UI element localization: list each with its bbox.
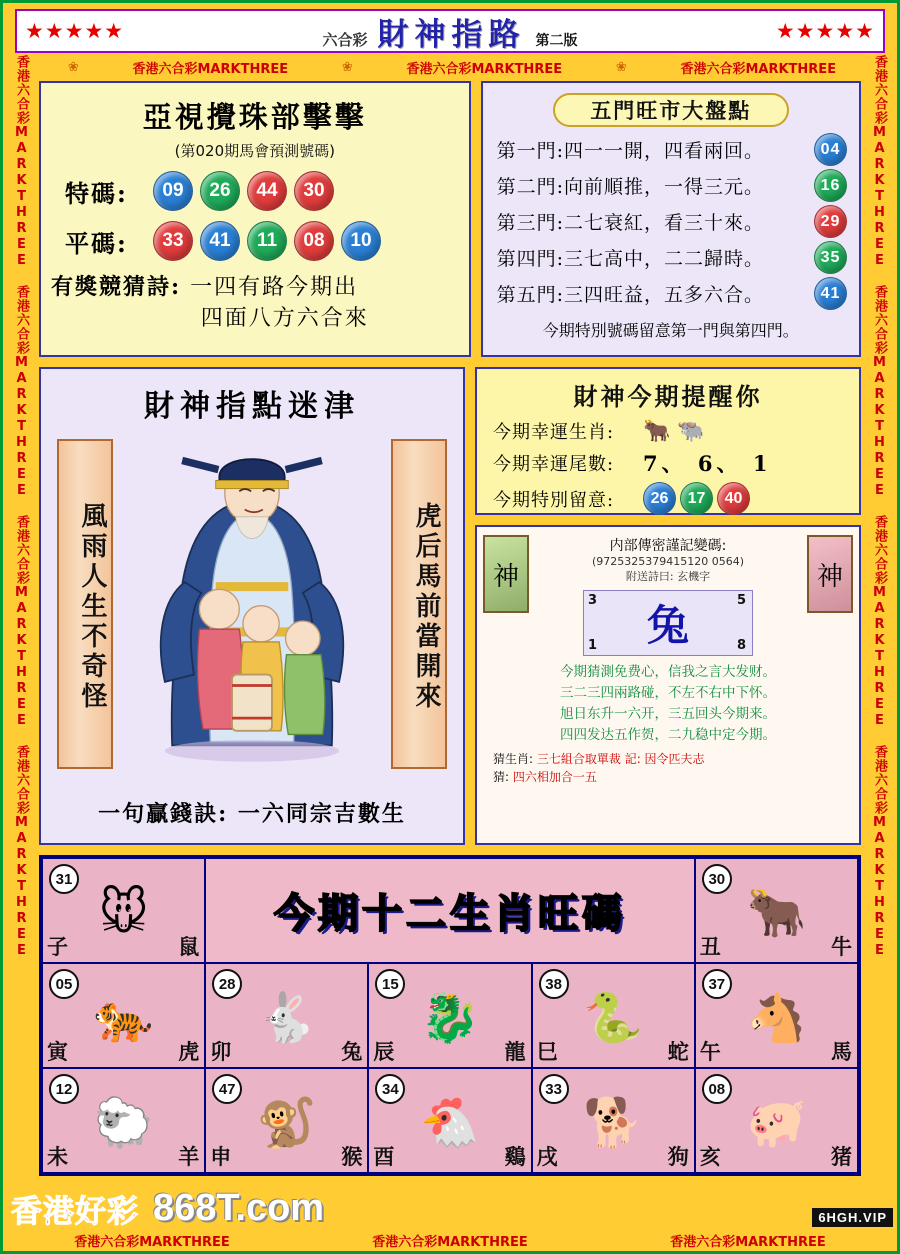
reminder-panel (475, 367, 861, 515)
zodiac-number: 31 (49, 864, 79, 894)
site-badge: 6HGH.VIP (812, 1208, 893, 1227)
zodiac-animal: 虎 (178, 1039, 200, 1064)
zodiac-animal: 狗 (667, 1144, 689, 1169)
right-column (475, 357, 861, 845)
flower-icon: ❀ (615, 59, 627, 75)
forecast-poem (51, 270, 459, 332)
gate-ball: 16 (814, 169, 847, 202)
lucky-zodiac-label: 今期幸運生肖: (493, 422, 615, 443)
corner-number-top-left: 3 (588, 593, 598, 608)
zodiac-number: 05 (49, 969, 79, 999)
special-numbers-label: 特碼: (65, 178, 128, 208)
zodiac-cell-dragon[interactable] (368, 963, 531, 1068)
secret-header-line-1: 内部傳密謹記變碼: (609, 538, 727, 554)
gates-title: 五門旺市大盤點 (553, 93, 789, 127)
middle-row (39, 357, 861, 845)
lottery-ball: 11 (247, 221, 287, 261)
zodiac-cell-snake[interactable] (532, 963, 695, 1068)
side-band-right: 香港六合彩MARKTHREE 香港六合彩MARKTHREE 香港六合彩MARKTHREE 香港六合彩MARKTHREE (872, 55, 887, 959)
gate-row (497, 277, 851, 310)
zodiac-cell-ox[interactable] (695, 858, 858, 963)
gate-row (497, 133, 851, 166)
magic-character-box (583, 590, 753, 656)
zodiac-number: 37 (702, 969, 732, 999)
gate-ball: 35 (814, 241, 847, 274)
marquee-bottom (3, 1229, 897, 1251)
lottery-ball: 09 (153, 171, 193, 211)
zodiac-branch: 戌 (536, 1144, 558, 1169)
zodiac-animal: 猴 (341, 1144, 363, 1169)
rat-icon: 🐭 (98, 884, 149, 941)
zodiac-animal: 龍 (504, 1039, 526, 1064)
gate-label: 第一門: (496, 140, 565, 162)
dragon-icon: 🐉 (420, 989, 480, 1046)
flower-icon: ❀ (67, 59, 79, 75)
marquee-item: 香港六合彩MARKTHREE (132, 61, 289, 77)
special-attention-row (493, 482, 851, 515)
zodiac-branch: 酉 (373, 1144, 395, 1169)
lottery-ball: 41 (200, 221, 240, 261)
zodiac-number: 38 (539, 969, 569, 999)
lucky-tail-value: 7、 6、 1 (643, 451, 772, 476)
dog-icon: 🐕 (583, 1094, 644, 1151)
footer-watermark (3, 1187, 897, 1229)
lucky-tail-label: 今期幸運尾數: (493, 454, 615, 475)
zodiac-branch: 丑 (699, 934, 721, 959)
marquee-item: 香港六合彩MARKTHREE (74, 1234, 230, 1250)
god-of-wealth-illustration (125, 429, 379, 795)
attention-ball: 40 (717, 482, 750, 515)
zodiac-branch: 巳 (536, 1039, 558, 1064)
flower-icon: ❀ (341, 59, 353, 75)
reminder-title: 財神今期提醒你 (573, 382, 763, 411)
marquee-top (39, 55, 861, 79)
verse-line: 四四发达五作贺，二九稳中定今期。 (560, 727, 776, 743)
content-area (39, 81, 861, 1189)
gates-panel (481, 81, 861, 357)
tiger-icon: 🐅 (93, 989, 154, 1046)
zodiac-animal: 蛇 (667, 1039, 689, 1064)
zodiac-animal: 猪 (830, 1144, 852, 1169)
zodiac-cell-pig[interactable] (695, 1068, 858, 1173)
zodiac-banner (205, 858, 695, 963)
marquee-item: 香港六合彩MARKTHREE (670, 1234, 826, 1250)
secret-verse (489, 662, 847, 746)
masthead-title-group (322, 9, 577, 54)
rabbit-icon: 🐇 (256, 989, 317, 1046)
zodiac-number: 33 (539, 1074, 569, 1104)
zodiac-grid (42, 858, 858, 1173)
gate-text: 三四旺益，五多六合。 (564, 284, 765, 306)
poem-line-2: 四面八方六合來 (200, 306, 369, 331)
zodiac-cell-rat[interactable] (42, 858, 205, 963)
watermark-brand: 香港好彩 (11, 1193, 139, 1230)
verse-line: 今期猜測免费心，信我之言大发财。 (560, 664, 776, 680)
zodiac-branch: 辰 (373, 1039, 395, 1064)
poem-line-1: 一四有路今期出 (190, 275, 359, 300)
lottery-ball: 33 (153, 221, 193, 261)
secret-footer (483, 750, 853, 786)
normal-numbers-row (51, 221, 459, 261)
zodiac-cell-rabbit[interactable] (205, 963, 368, 1068)
lucky-zodiac-row (493, 418, 851, 444)
zodiac-cell-tiger[interactable] (42, 963, 205, 1068)
zodiac-banner-text: 今期十二生肖旺碼 (273, 890, 626, 937)
zodiac-number: 12 (49, 1074, 79, 1104)
zodiac-animal: 牛 (830, 934, 852, 959)
gate-text: 三七高中，二二歸時。 (564, 248, 765, 270)
guess-zodiac-line (493, 750, 853, 768)
lottery-ball: 26 (200, 171, 240, 211)
verse-line: 旭日东升一六开，三五回头今期来。 (560, 706, 776, 722)
zodiac-branch: 寅 (47, 1039, 68, 1064)
special-attention-label: 今期特別留意: (493, 489, 615, 511)
gate-text: 四一一開，四看兩回。 (564, 140, 765, 162)
gate-row (497, 241, 851, 274)
corner-number-bottom-left: 1 (588, 638, 598, 653)
gates-footer: 今期特別號碼留意第一門與第四門。 (542, 321, 799, 340)
side-band-left: 香港六合彩MARKTHREE 香港六合彩MARKTHREE 香港六合彩MARKTHREE 香港六合彩MARKTHREE (14, 55, 29, 959)
god-illustration-stage (47, 429, 457, 795)
gate-ball: 41 (814, 277, 847, 310)
secret-code-panel (475, 525, 861, 845)
zodiac-number: 15 (375, 969, 405, 999)
god-of-wealth-panel (39, 367, 465, 845)
lottery-ball: 10 (341, 221, 381, 261)
snake-icon: 🐍 (583, 989, 644, 1046)
zodiac-branch: 午 (699, 1039, 721, 1064)
secret-header (483, 531, 853, 584)
gate-text: 二七衰紅，看三十來。 (564, 212, 765, 234)
top-row (39, 81, 861, 357)
deity-card-left: 神 (483, 535, 529, 613)
normal-numbers-label: 平碼: (65, 228, 128, 258)
gate-row (497, 205, 851, 238)
zodiac-branch: 子 (47, 934, 68, 959)
scroll-left-couplet: 風雨人生不奇怪 (57, 439, 113, 769)
marquee-item: 香港六合彩MARKTHREE (406, 61, 563, 77)
gate-ball: 29 (814, 205, 847, 238)
guess-line (493, 768, 853, 786)
verse-line: 三二三四兩路碰，不左不右中下怀。 (560, 685, 776, 701)
guess-zodiac-label: 猜生肖: (493, 752, 534, 766)
zodiac-animal: 馬 (830, 1039, 852, 1064)
zodiac-animal: 羊 (178, 1144, 200, 1169)
zodiac-cell-rooster[interactable] (368, 1068, 531, 1173)
ox-icon: 🐂 🐃 (643, 418, 705, 444)
lucky-tail-row (493, 448, 851, 478)
attention-ball: 26 (643, 482, 676, 515)
zodiac-number: 30 (702, 864, 732, 894)
secret-header-line-2: (9725325379415120 0564) (591, 555, 745, 568)
zodiac-cell-monkey[interactable] (205, 1068, 368, 1173)
page-title: 財神指路 (377, 16, 526, 53)
corner-number-top-right: 5 (736, 593, 746, 608)
marquee-item: 香港六合彩MARKTHREE (680, 61, 837, 77)
guess-label: 猜: (493, 770, 510, 784)
lottery-ball: 44 (247, 171, 287, 211)
edition-label: 第二版 (535, 32, 578, 49)
gate-row (497, 169, 851, 202)
masthead (15, 9, 885, 53)
lottery-ball: 30 (294, 171, 334, 211)
stars-right-decoration: ★★★★★ (775, 19, 875, 43)
watermark-url: 868T.com (153, 1186, 325, 1229)
zodiac-animal: 兔 (341, 1039, 363, 1064)
god-panel-title: 財神指點迷津 (144, 389, 360, 424)
zodiac-number: 47 (212, 1074, 242, 1104)
zodiac-animal: 鷄 (504, 1144, 526, 1169)
secret-header-line-3: 附送詩曰: 玄機字 (625, 570, 711, 583)
deity-card-right: 神 (807, 535, 853, 613)
gate-ball: 04 (814, 133, 847, 166)
attention-ball: 17 (680, 482, 713, 515)
gate-label: 第二門: (496, 176, 565, 198)
zodiac-branch: 未 (47, 1144, 68, 1169)
zodiac-branch: 卯 (210, 1039, 232, 1064)
masthead-subtitle: 六合彩 (322, 30, 368, 49)
goat-icon: 🐑 (93, 1094, 154, 1151)
special-numbers-row (51, 171, 459, 211)
lottery-ball: 08 (294, 221, 334, 261)
gate-label: 第四門: (496, 248, 565, 270)
rooster-icon: 🐔 (420, 1094, 480, 1151)
poem-label: 有獎競猜詩: (51, 274, 182, 300)
zodiac-branch: 申 (210, 1144, 232, 1169)
guess-value: 四六相加合一五 (512, 770, 597, 784)
zodiac-number: 34 (375, 1074, 405, 1104)
magic-character: 兔 (646, 601, 689, 650)
gate-label: 第三門: (496, 212, 565, 234)
forecast-title: 亞視攪珠部擊擊 (142, 100, 367, 134)
horse-icon: 🐴 (746, 989, 807, 1046)
forecast-subtitle: (第020期馬會預測號碼) (174, 142, 335, 160)
zodiac-cell-dog[interactable] (532, 1068, 695, 1173)
zodiac-branch: 亥 (699, 1144, 721, 1169)
god-panel-footer: 一句贏錢訣: 一六同宗吉數生 (98, 801, 406, 827)
monkey-icon: 🐒 (256, 1094, 317, 1151)
stars-left-decoration: ★★★★★ (25, 19, 125, 43)
zodiac-table (39, 855, 861, 1176)
ox-icon: 🐂 (746, 884, 807, 941)
forecast-panel (39, 81, 471, 357)
zodiac-number: 28 (212, 969, 242, 999)
zodiac-cell-goat[interactable] (42, 1068, 205, 1173)
zodiac-number: 08 (702, 1074, 732, 1104)
zodiac-animal: 鼠 (178, 934, 200, 959)
guess-zodiac-value: 三七組合取單裁 記: 因令匹夫志 (536, 752, 705, 766)
corner-number-bottom-right: 8 (736, 638, 746, 653)
gate-label: 第五門: (496, 284, 565, 306)
pig-icon: 🐖 (746, 1094, 807, 1151)
gate-text: 向前順推，一得三元。 (564, 176, 765, 198)
zodiac-cell-horse[interactable] (695, 963, 858, 1068)
marquee-item: 香港六合彩MARKTHREE (372, 1234, 528, 1250)
scroll-right-couplet: 虎后馬前當開來 (391, 439, 447, 769)
